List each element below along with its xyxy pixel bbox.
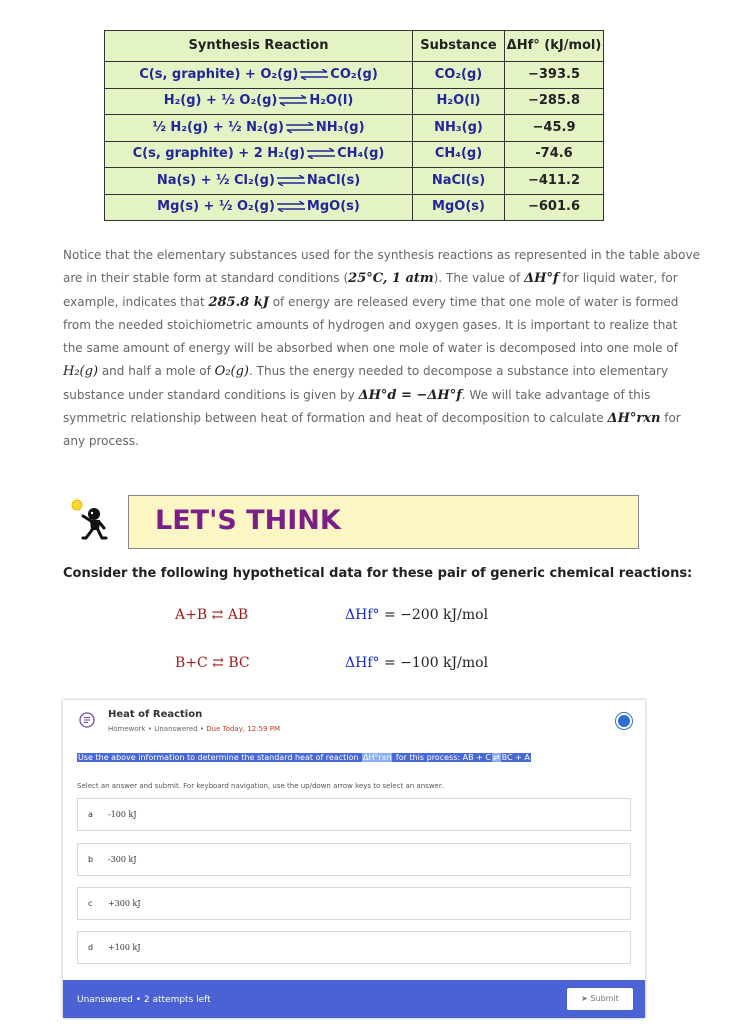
thinking-figure-icon [64,498,112,544]
math: O₂(g) [214,364,250,380]
enthalpy-cell: −45.9 [505,115,604,141]
table-row [105,62,604,88]
meta-type: Homework [108,725,146,733]
reaction-cell [105,115,413,141]
enthalpy-1 [345,607,488,623]
reactants: Na(s) + ½ Cl₂(g) [156,172,275,188]
substance-cell: NaCl(s) [413,168,505,194]
option-letter: b [88,855,94,864]
paragraph-line [63,360,669,383]
math: 285.8 kJ [208,294,269,310]
text: of energy are released every time that one mole of water is formed [268,294,679,309]
enthalpy-cell: −285.8 [505,88,604,114]
equilibrium-arrow-icon [285,122,315,133]
question-footer [63,980,645,1018]
text: ). The value of [433,271,525,286]
question-meta: Homework • Unanswered • Due Today, 12:59 PM [108,725,280,733]
equilibrium-arrow-icon [278,95,308,106]
text: . We will take advantage of this [461,387,651,402]
substance-cell: H₂O(l) [413,88,505,114]
prompt-arrow-icon: ⇄ [492,753,500,762]
equilibrium-arrow-icon [276,175,306,186]
option-value: +300 kJ [108,899,141,908]
enthalpy-cell: −411.2 [505,168,604,194]
enthalpy-cell: -74.6 [505,141,604,167]
header-synthesis-reaction: Synthesis Reaction [105,31,413,62]
paragraph-line [63,291,679,314]
text: symmetric relationship between heat of formation and heat of decomposition to calculate [63,411,608,426]
product: NaCl(s) [306,172,361,188]
prompt-text: Use the above information to determine the standard heat of reaction [78,753,362,762]
enthalpy-label: ΔHf° [345,655,380,671]
submit-label: Submit [590,994,619,1003]
paragraph-line [63,384,663,407]
substance-cell: CO₂(g) [413,62,505,88]
header-substance: Substance [413,31,505,62]
prompt-symbol: ΔH°rxn [363,753,392,762]
product: CH₄(g) [337,146,385,162]
table-row [105,141,604,167]
info-toggle-button[interactable] [616,713,632,729]
table-header-row [105,31,604,62]
math: H₂(g) [63,364,99,380]
question-card [63,700,645,1018]
product: CO₂(g) [330,67,378,82]
question-title: Heat of Reaction [108,709,203,720]
product: H₂O(l) [309,93,354,109]
paragraph-line: Notice that the elementary substances used for the synthesis reactions as represented in the table above [63,248,700,262]
enthalpy-cell: −393.5 [505,62,604,88]
enthalpy-value: = −200 kJ/mol [379,607,489,623]
table-row [105,115,604,141]
equilibrium-arrow-icon [299,69,329,80]
substance-cell: CH₄(g) [413,141,505,167]
meta-status: Unanswered [154,725,198,733]
answer-option-a[interactable] [77,798,631,831]
enthalpy-value: = −100 kJ/mol [379,655,489,671]
table-row [105,88,604,114]
option-value: +100 kJ [108,943,141,952]
answer-instructions: Select an answer and submit. For keyboard navigation, use the up/down arrow keys to select an answer. [77,782,444,790]
math: ΔH°d = −ΔH°f [358,387,462,403]
answer-option-d[interactable] [77,931,631,964]
substance-cell: NH₃(g) [413,115,505,141]
reaction-cell [105,168,413,194]
question-prompt [77,752,531,764]
equilibrium-arrow-icon [306,148,336,159]
answer-option-c[interactable] [77,887,631,920]
option-letter: d [88,943,94,952]
product: NH₃(g) [315,119,365,135]
paragraph-line: the same amount of energy will be absorbed when one mole of water is decomposed into one mole of [63,341,678,356]
text: and half a mole of [98,364,215,379]
lets-think-title: LET'S THINK [155,505,341,536]
enthalpy-label: ΔHf° [345,607,380,623]
reaction-cell [105,88,413,114]
product: MgO(s) [306,199,360,215]
meta-due: Due Today, 12:59 PM [206,725,280,733]
text: example, indicates that [63,294,209,309]
submit-button[interactable] [567,988,633,1010]
paragraph-line [63,407,681,430]
lets-think-banner [128,495,639,549]
synthesis-table [104,30,604,221]
reaction-2: B+C ⇄ BC [175,655,250,671]
attempts-status: Unanswered • 2 attempts left [77,995,211,1005]
paragraph-line [63,267,678,290]
math: ΔH°rxn [607,411,661,427]
option-value: -300 kJ [108,855,137,864]
reaction-cell [105,194,413,221]
header-enthalpy: ΔHf° (kJ/mol) [505,31,604,62]
question-list-icon [79,712,95,728]
reactants: C(s, graphite) + 2 H₂(g) [132,146,306,162]
consider-text: Consider the following hypothetical data for these pair of generic chemical reactions: [63,566,693,581]
substance-cell: MgO(s) [413,194,505,221]
reactants: ½ H₂(g) + ½ N₂(g) [152,119,284,135]
reactants: Mg(s) + ½ O₂(g) [157,199,275,215]
paragraph-line: any process. [63,434,139,449]
text: for [660,411,681,426]
math: 25°C, 1 atm [348,271,434,287]
option-value: -100 kJ [108,810,137,819]
table-row [105,168,604,194]
text: for liquid water, for [558,271,678,286]
explanation-paragraph [63,244,700,454]
answer-option-b[interactable] [77,843,631,876]
paragraph-line: from the needed stoichiometric amounts of hydrogen and oxygen gases. It is important to realize that [63,317,678,332]
equilibrium-arrow-icon [276,201,306,212]
text: are in their stable form at standard conditions ( [63,271,349,286]
reactants: C(s, graphite) + O₂(g) [139,67,299,82]
prompt-text: BC + A [501,753,530,762]
prompt-text: for this process: AB + C [393,753,491,762]
text: substance under standard conditions is given by [63,387,359,402]
send-icon: ➤ [581,994,588,1003]
text: . Thus the energy needed to decompose a substance into elementary [249,364,669,379]
enthalpy-cell: −601.6 [505,194,604,221]
math: ΔH°f [524,271,559,287]
reaction-cell [105,62,413,88]
table-row [105,194,604,221]
reaction-1: A+B ⇄ AB [175,607,249,623]
reactants: H₂(g) + ½ O₂(g) [163,93,278,109]
option-letter: a [88,810,93,819]
enthalpy-2 [345,655,488,671]
reaction-cell [105,141,413,167]
option-letter: c [88,899,93,908]
